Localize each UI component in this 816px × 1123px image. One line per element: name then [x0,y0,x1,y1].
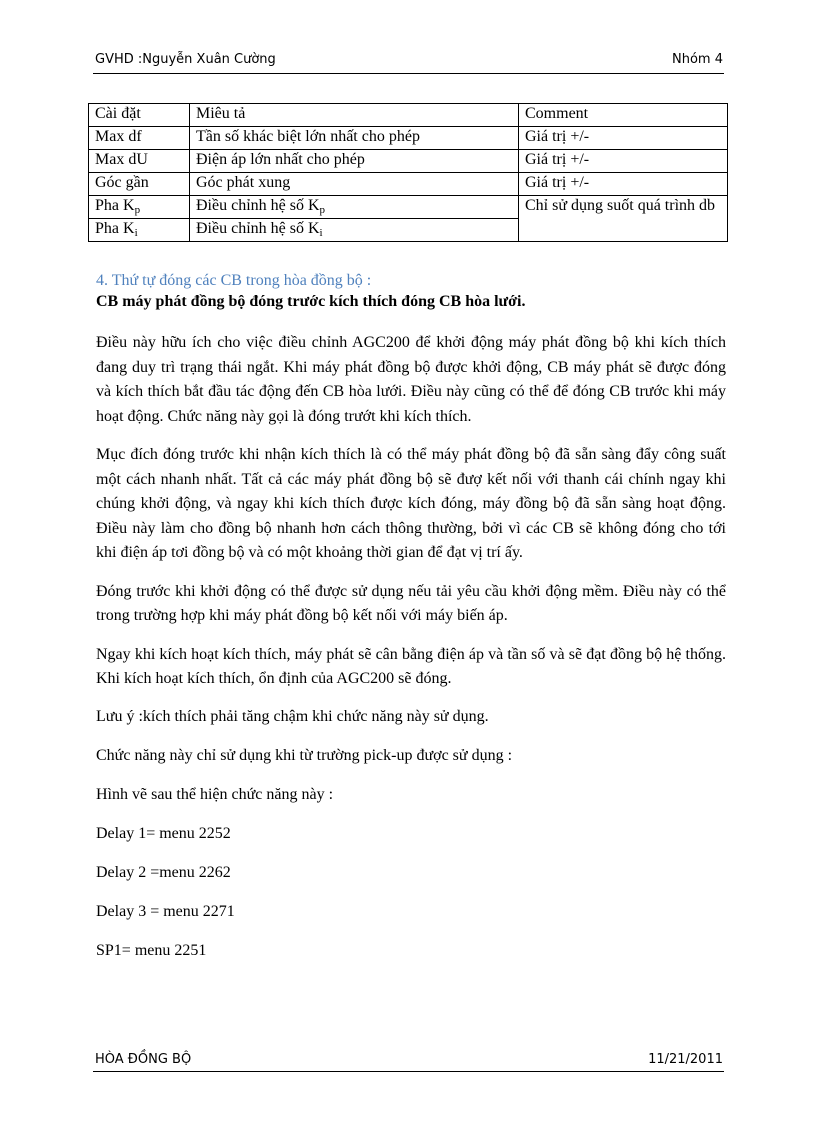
table-cell-comment: Giá trị +/- [519,173,728,196]
setting-text: Pha K [95,197,135,214]
description-text: Điều chỉnh hệ số K [196,220,320,237]
menu-line: Delay 1= menu 2252 [96,824,231,842]
table-row [89,127,728,150]
table-cell-description [190,219,519,242]
settings-table [88,103,728,242]
table-cell-description: Tần số khác biệt lớn nhất cho phép [190,127,519,150]
note-line: Lưu ý :kích thích phải tăng chậm khi chức năng này sử dụng. [96,707,489,725]
table-cell-comment: Chỉ sử dụng suốt quá trình db [519,196,728,242]
main-content [96,270,726,979]
menu-line: Delay 3 = menu 2271 [96,902,235,920]
text-line: Hình vẽ sau thể hiện chức năng này : [96,785,334,803]
table-cell-description [190,196,519,219]
page-header [95,52,723,74]
table-cell-setting [89,196,190,219]
paragraph: Mục đích đóng trước khi nhận kích thích là có thể máy phát đồng bộ đã sẵn sàng đẩy công suất một cách nhanh nhất. Tất cả các máy phát đồng bộ sẽ đượ kết nối với thanh cái chính ngay khi chúng khởi động, và ngay khi kích thích được kích đóng, máy đồng bộ đã sẵn sàng hoạt động. Điều này làm cho đồng bộ nhanh hơn cách thông thường, bởi vì các CB sẽ không đóng cho tới khi điện áp tơi đồng bộ và có một khoảng thời gian để đạt vị trí ấy. [96,446,726,561]
table-row [89,173,728,196]
header-supervisor: GVHD :Nguyễn Xuân Cường [95,52,276,67]
table-cell-setting: Góc gần [89,173,190,196]
text-line: Chức năng này chỉ sử dụng khi từ trường pick-up được sử dụng : [96,746,513,764]
subscript: i [319,227,323,239]
table-row [89,150,728,173]
table-cell-comment: Giá trị +/- [519,127,728,150]
table-cell-setting [89,219,190,242]
table-header-cell: Comment [519,104,728,127]
paragraph: Điều này hữu ích cho việc điều chỉnh AGC200 để khởi động máy phát đồng bộ khi kích thích đang duy trì trạng thái ngắt. Khi máy phát đồng bộ được khởi động, CB máy phát sẽ được đóng và kích thích bắt đầu tác động đến CB hòa lưới. Điều này cũng có thể để đóng CB trước khi máy hoạt động. Chức năng này gọi là đóng trướt khi kích thích. [96,334,726,425]
paragraph: Ngay khi kích hoạt kích thích, máy phát sẽ cân bằng điện áp và tần số và sẽ đạt đồng bộ hệ thống. Khi kích hoạt kích thích, ổn định của AGC200 sẽ đóng. [96,645,726,687]
setting-text: Pha K [95,220,135,237]
page-footer [95,1052,723,1072]
subscript: p [134,204,141,216]
header-divider [93,73,724,74]
footer-title: HÒA ĐỒNG BỘ [95,1052,192,1067]
footer-divider [93,1071,724,1072]
description-text: Điều chỉnh hệ số K [196,197,320,214]
menu-line: SP1= menu 2251 [96,941,207,959]
table-cell-description: Góc phát xung [190,173,519,196]
menu-line: Delay 2 =menu 2262 [96,863,231,881]
table-cell-comment: Giá trị +/- [519,150,728,173]
table-cell-description: Điện áp lớn nhất cho phép [190,150,519,173]
subscript: i [134,227,138,239]
table-row [89,196,728,219]
paragraph: Đóng trước khi khởi động có thể được sử dụng nếu tải yêu cầu khởi động mềm. Điều này có thể trong trường hợp khi máy phát đồng bộ kết nối với máy biến áp. [96,582,726,624]
section-subheading: CB máy phát đồng bộ đóng trước kích thích đóng CB hòa lưới. [96,293,526,310]
table-header-row [89,104,728,127]
section-heading: 4. Thứ tự đóng các CB trong hòa đồng bộ : [96,272,372,289]
table-cell-setting: Max dU [89,150,190,173]
table-cell-setting: Max df [89,127,190,150]
subscript: p [319,204,326,216]
footer-date: 11/21/2011 [648,1052,723,1067]
header-group: Nhóm 4 [672,52,723,67]
table-header-cell: Miêu tả [190,104,519,127]
table-header-cell: Cài đặt [89,104,190,127]
